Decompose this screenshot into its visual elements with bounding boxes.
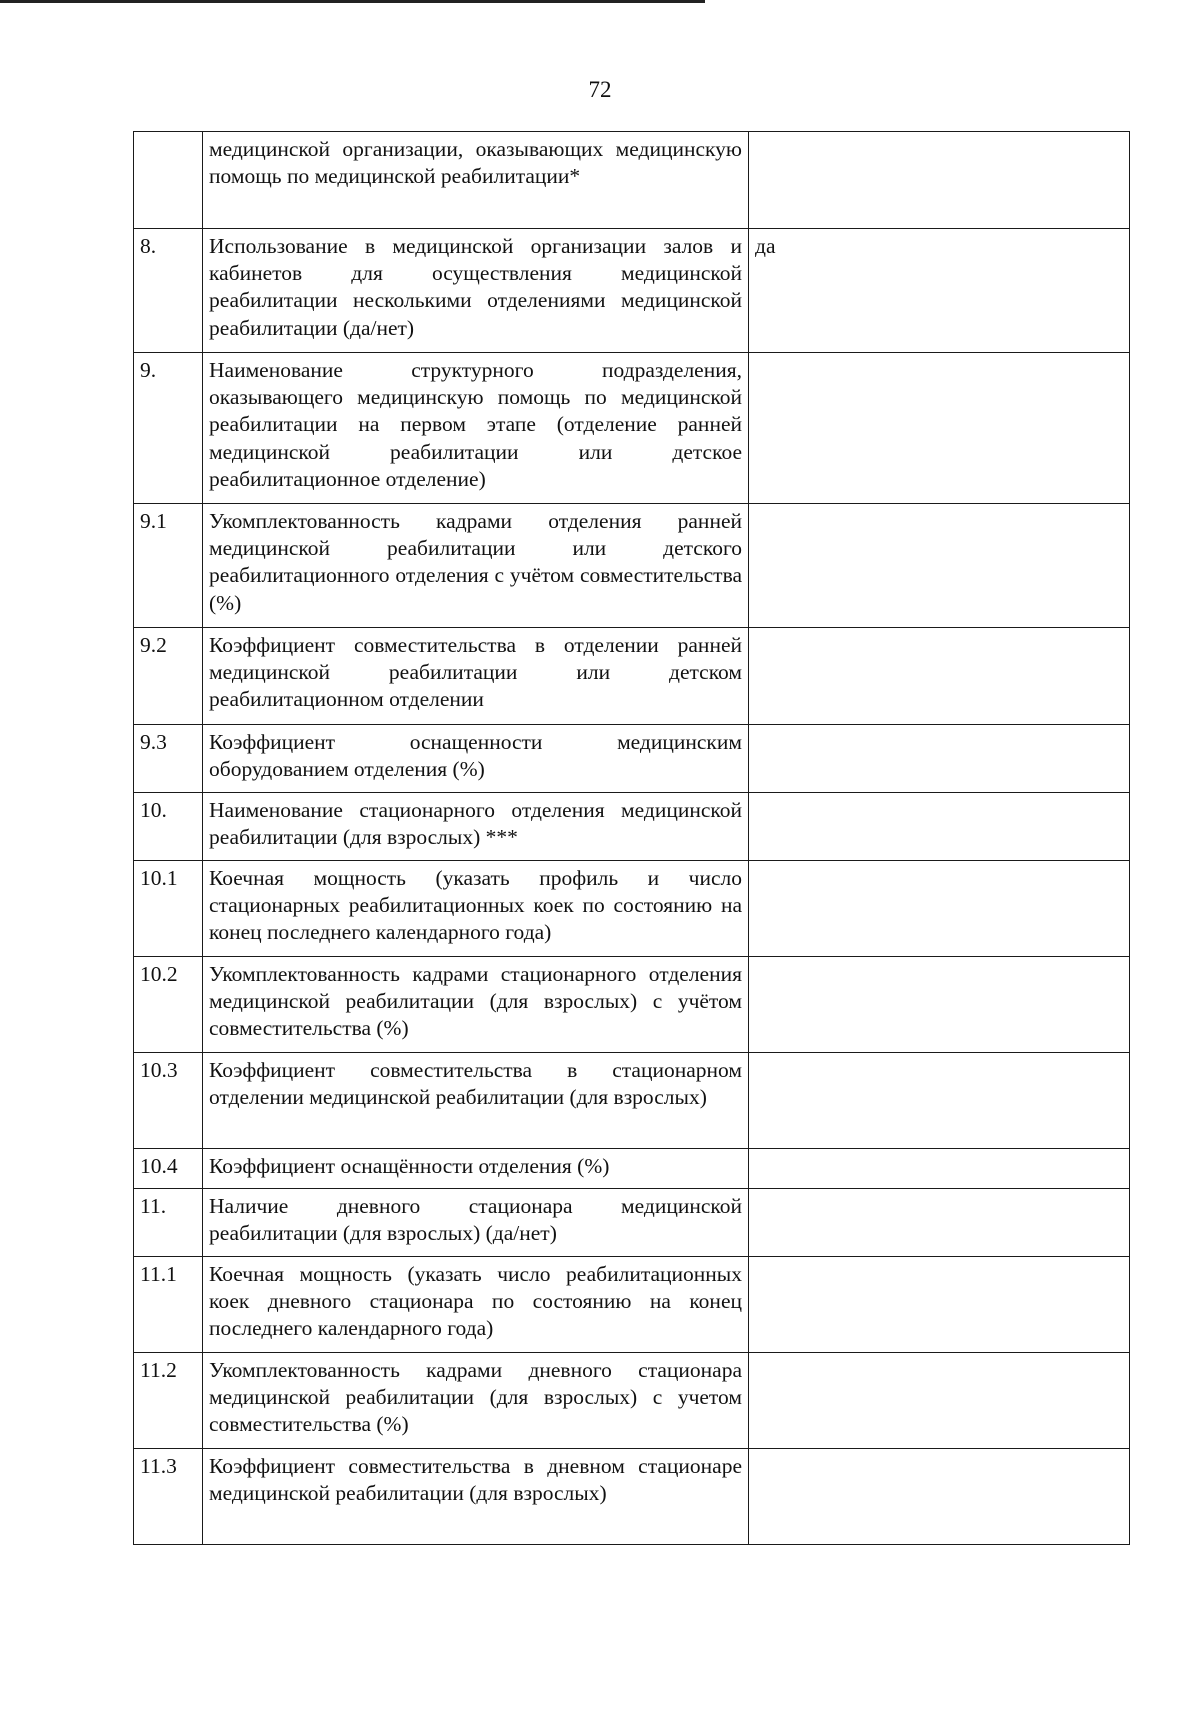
row-value	[749, 725, 1130, 793]
row-value	[749, 1449, 1130, 1545]
row-number: 8.	[134, 229, 203, 353]
row-description: Коечная мощность (указать профиль и число стационарных реабилитационных коек по состоянию на конец последнего календарного года)	[203, 861, 749, 957]
table-row	[134, 132, 1130, 229]
row-value	[749, 957, 1130, 1053]
top-rule	[0, 0, 705, 3]
row-description: медицинской организации, оказывающих медицинскую помощь по медицинской реабилитации*	[203, 132, 749, 229]
indicator-table	[133, 131, 1130, 1545]
row-value	[749, 861, 1130, 957]
table-row	[134, 725, 1130, 793]
row-value	[749, 1189, 1130, 1257]
row-number: 9.3	[134, 725, 203, 793]
row-number	[134, 132, 203, 229]
row-description: Наименование стационарного отделения медицинской реабилитации (для взрослых) ***	[203, 793, 749, 861]
row-number: 11.	[134, 1189, 203, 1257]
row-value	[749, 1257, 1130, 1353]
row-number: 9.	[134, 353, 203, 504]
row-number: 11.1	[134, 1257, 203, 1353]
row-value	[749, 793, 1130, 861]
row-description: Коэффициент совместительства в дневном стационаре медицинской реабилитации (для взрослых)	[203, 1449, 749, 1545]
table-row	[134, 1353, 1130, 1449]
row-description: Коэффициент совместительства в стационарном отделении медицинской реабилитации (для взрослых)	[203, 1053, 749, 1149]
row-value	[749, 1353, 1130, 1449]
table-row	[134, 1053, 1130, 1149]
row-number: 10.	[134, 793, 203, 861]
row-value: да	[749, 229, 1130, 353]
table-row	[134, 1257, 1130, 1353]
table-row	[134, 793, 1130, 861]
row-value	[749, 628, 1130, 725]
page-number: 72	[588, 77, 612, 102]
row-description: Наименование структурного подразделения, оказывающего медицинскую помощь по медицинской реабилитации на первом этапе (отделение ранней медицинской реабилитации или детское реабилитационное отделение)	[203, 353, 749, 504]
table-row	[134, 504, 1130, 628]
row-description: Наличие дневного стационара медицинской реабилитации (для взрослых) (да/нет)	[203, 1189, 749, 1257]
row-description: Коэффициент оснащённости отделения (%)	[203, 1149, 749, 1189]
row-value	[749, 1149, 1130, 1189]
table-row	[134, 229, 1130, 353]
row-value	[749, 132, 1130, 229]
row-description: Коэффициент оснащенности медицинским оборудованием отделения (%)	[203, 725, 749, 793]
table-row	[134, 628, 1130, 725]
row-description: Коэффициент совместительства в отделении ранней медицинской реабилитации или детском реабилитационном отделении	[203, 628, 749, 725]
table-row	[134, 861, 1130, 957]
table-row	[134, 1149, 1130, 1189]
row-number: 11.2	[134, 1353, 203, 1449]
row-number: 10.2	[134, 957, 203, 1053]
row-number: 10.4	[134, 1149, 203, 1189]
row-description: Использование в медицинской организации залов и кабинетов для осуществления медицинской реабилитации несколькими отделениями медицинской реабилитации (да/нет)	[203, 229, 749, 353]
row-description: Укомплектованность кадрами дневного стационара медицинской реабилитации (для взрослых) с учетом совместительства (%)	[203, 1353, 749, 1449]
row-description: Укомплектованность кадрами отделения ранней медицинской реабилитации или детского реабилитационного отделения с учётом совместительства (%)	[203, 504, 749, 628]
row-number: 9.2	[134, 628, 203, 725]
table-row	[134, 1189, 1130, 1257]
table-row	[134, 957, 1130, 1053]
row-value	[749, 504, 1130, 628]
row-number: 11.3	[134, 1449, 203, 1545]
row-value	[749, 353, 1130, 504]
row-number: 10.3	[134, 1053, 203, 1149]
table-row	[134, 353, 1130, 504]
row-value	[749, 1053, 1130, 1149]
row-description: Коечная мощность (указать число реабилитационных коек дневного стационара по состоянию на конец последнего календарного года)	[203, 1257, 749, 1353]
row-description: Укомплектованность кадрами стационарного отделения медицинской реабилитации (для взрослых) с учётом совместительства (%)	[203, 957, 749, 1053]
row-number: 9.1	[134, 504, 203, 628]
row-number: 10.1	[134, 861, 203, 957]
table-row	[134, 1449, 1130, 1545]
